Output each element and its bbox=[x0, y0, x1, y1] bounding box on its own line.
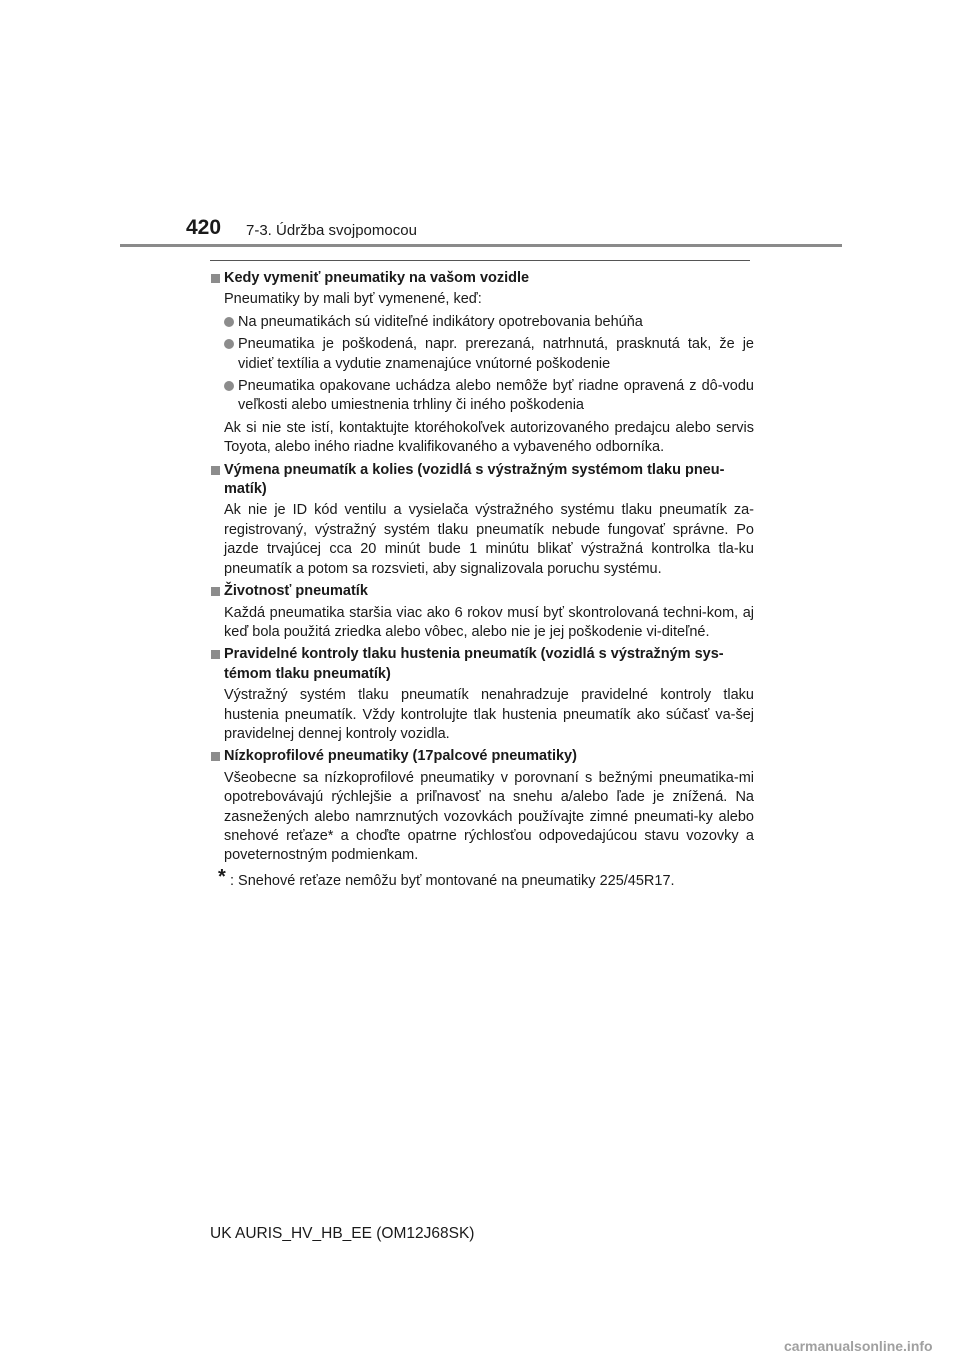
square-bullet-icon bbox=[211, 466, 220, 475]
section-heading bbox=[210, 582, 754, 601]
section-tire-wheel-replacement bbox=[210, 461, 754, 579]
circle-bullet-icon bbox=[224, 381, 234, 391]
list-item bbox=[210, 313, 754, 332]
page-content bbox=[210, 266, 754, 891]
document-footer: UK AURIS_HV_HB_EE (OM12J68SK) bbox=[210, 1225, 475, 1242]
square-bullet-icon bbox=[211, 274, 220, 283]
section-heading-text: Výmena pneumatík a kolies (vozidlá s výstražným systémom tlaku pneu-matík) bbox=[224, 461, 725, 498]
paragraph: Výstražný systém tlaku pneumatík nenahradzuje pravidelné kontroly tlaku hustenia pneumatík. Vždy kontrolujte tlak hustenia pneumatík ako súčasť va-šej pravidelnej dennej kontroly vozidla. bbox=[224, 687, 754, 742]
paragraph: Každá pneumatika staršia viac ako 6 rokov musí byť skontrolovaná techni-kom, aj keď bola použitá zriedka alebo vôbec, alebo nie je jej poškodenie vi-diteľné. bbox=[224, 604, 754, 640]
watermark: carmanualsonline.info bbox=[784, 1338, 933, 1354]
square-bullet-icon bbox=[211, 752, 220, 761]
section-heading bbox=[210, 645, 754, 684]
section-heading-text: Nízkoprofilové pneumatiky (17palcové pneumatiky) bbox=[224, 748, 577, 765]
section-heading-text: Pravidelné kontroly tlaku hustenia pneumatík (vozidlá s výstražným sys-témom tlaku pneumatík) bbox=[224, 646, 724, 682]
section-heading bbox=[210, 461, 754, 500]
content-top-rule bbox=[210, 260, 750, 261]
square-bullet-icon bbox=[211, 650, 220, 659]
paragraph: Ak nie je ID kód ventilu a vysielača výstražného systému tlaku pneumatík za-registrovaný, výstražný systém tlaku pneumatík nebude fungovať správne. Po jazde trvajúcej cca 20 minút bude 1 minútu blikať výstražná kontrolka tla-ku pneumatík a potom sa rozsvieti, aby signalizovala poruchu systému. bbox=[224, 502, 754, 577]
list-item bbox=[210, 335, 754, 374]
section-when-to-replace bbox=[210, 269, 754, 458]
section-heading-text: Životnosť pneumatík bbox=[224, 583, 368, 600]
section-tire-life bbox=[210, 582, 754, 642]
circle-bullet-icon bbox=[224, 317, 234, 327]
section-low-profile-tires bbox=[210, 747, 754, 865]
footnote-text: : Snehové reťaze nemôžu byť montované na pneumatiky 225/45R17. bbox=[230, 872, 675, 889]
section-heading bbox=[210, 269, 754, 288]
section-title: 7-3. Údržba svojpomocou bbox=[246, 222, 417, 239]
list-item-text: Pneumatika opakovane uchádza alebo nemôže byť riadne opravená z dô-vodu veľkosti alebo umiestnenia trhliny či iného poškodenia bbox=[238, 378, 754, 414]
header-rule bbox=[120, 244, 842, 247]
paragraph: Ak si nie ste istí, kontaktujte ktoréhokoľvek autorizovaného predajcu alebo servis Toyota, alebo iného riadne kvalifikovaného a vybaveného odborníka. bbox=[224, 419, 754, 456]
circle-bullet-icon bbox=[224, 339, 234, 349]
footnote-marker: * bbox=[218, 865, 226, 888]
section-pressure-checks bbox=[210, 645, 754, 744]
list-item-text: Pneumatika je poškodená, napr. prerezaná, natrhnutá, prasknutá tak, že je vidieť textília a vydutie znamenajúce vnútorné poškodenie bbox=[238, 336, 754, 372]
page-number: 420 bbox=[186, 216, 222, 239]
footnote bbox=[210, 865, 754, 891]
section-heading bbox=[210, 747, 754, 766]
paragraph: Všeobecne sa nízkoprofilové pneumatiky v porovnaní s bežnými pneumatika-mi opotrebovávajú rýchlejšie a priľnavosť na snehu a/alebo ľade je znížená. Na zasnežených alebo namrznutých vozovkách používajte zimné pneumati-ky alebo snehové reťaze* a choďte opatrne rýchlosťou odpovedajúcou stavu vozovky a poveternostným podmienkam. bbox=[224, 769, 754, 864]
section-heading-text: Kedy vymeniť pneumatiky na vašom vozidle bbox=[224, 270, 530, 286]
paragraph: Pneumatiky by mali byť vymenené, keď: bbox=[224, 291, 482, 308]
square-bullet-icon bbox=[211, 587, 220, 596]
list-item-text: Na pneumatikách sú viditeľné indikátory opotrebovania behúňa bbox=[238, 313, 643, 330]
list-item bbox=[210, 377, 754, 416]
